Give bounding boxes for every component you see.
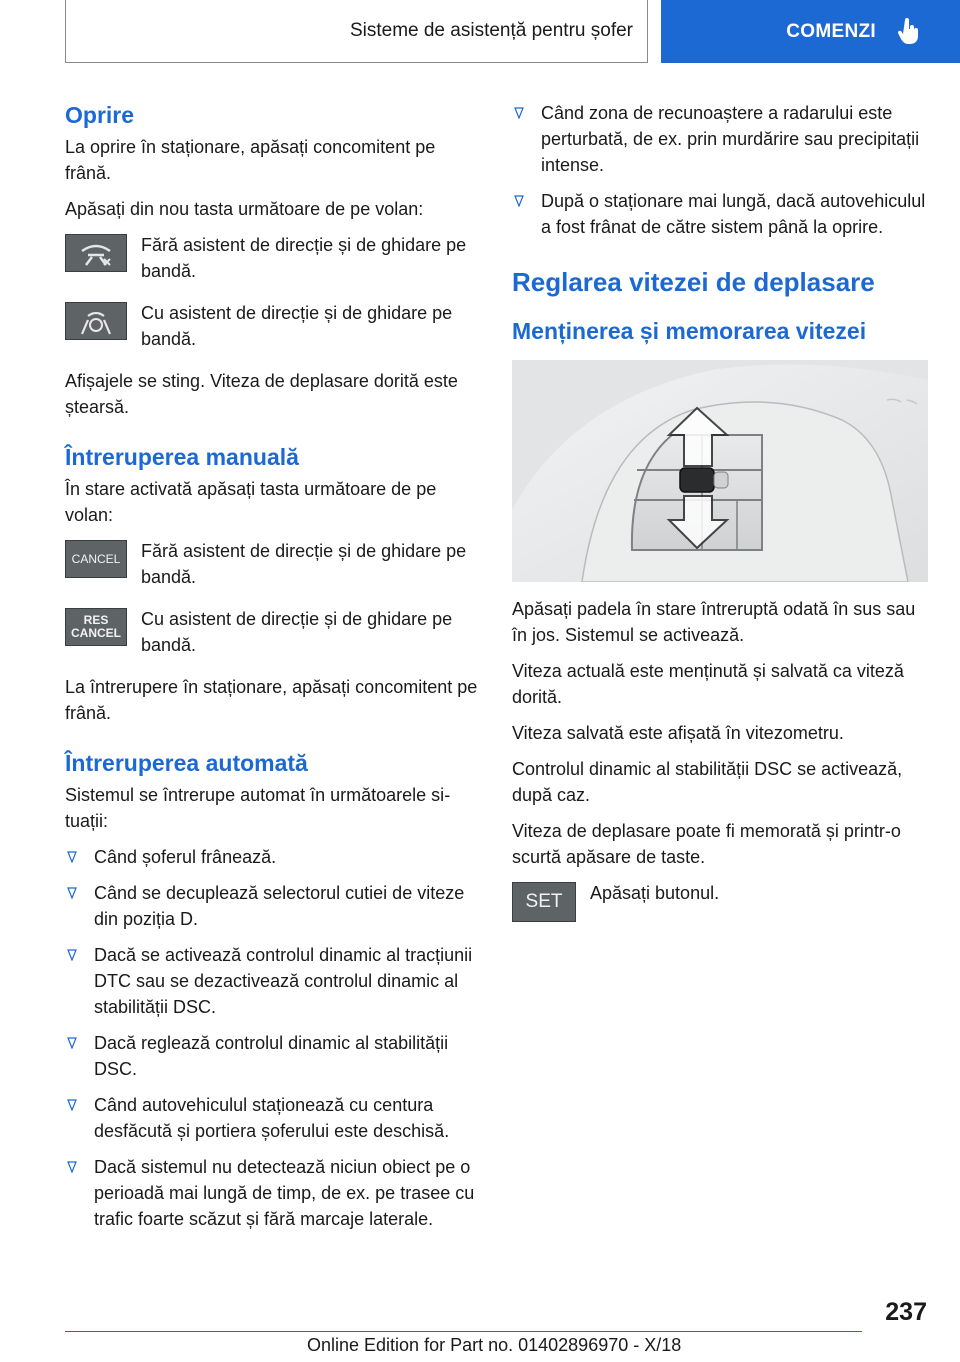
auto-interrupt-list xyxy=(65,844,483,1232)
triangle-bullet-icon xyxy=(67,851,77,863)
steering-wheel-controls-image xyxy=(512,360,928,582)
list-item: Dacă se activează controlul dinamic al tracțiunii DTC sau se dezactivează controlul dinamic al stabilității DSC. xyxy=(65,942,483,1020)
list-item: Dacă reglează controlul dinamic al stabilității DSC. xyxy=(65,1030,483,1082)
tab-label: COMENZI xyxy=(786,20,876,42)
section-title: Sisteme de asistență pentru șofer xyxy=(349,20,633,41)
icon-row xyxy=(65,232,483,284)
list-item: După o staționare mai lungă, dacă autovehiculul a fost frânat de către sistem până la oprire. xyxy=(512,188,930,240)
edition-note: Online Edition for Part no. 01402896970 - X/18 xyxy=(307,1335,682,1355)
icon-description: Cu asistent de direcție și de ghidare pe bandă. xyxy=(141,303,453,349)
heading-manual-interrupt: Întreruperea manuală xyxy=(65,444,299,470)
heading-hold-store-speed: Menținerea și memorarea vitezei xyxy=(512,318,867,344)
icon-description: Fără asistent de direcție și de ghidare pe bandă. xyxy=(141,235,467,281)
auto-interrupt-list-continued xyxy=(512,100,930,240)
res-cancel-button-icon xyxy=(65,608,127,646)
triangle-bullet-icon xyxy=(67,887,77,899)
icon-row xyxy=(65,606,483,658)
list-item: Când se decuplează selectorul cutiei de viteze din poziția D. xyxy=(65,880,483,932)
list-item: Când șoferul frânează. xyxy=(65,844,483,870)
steering-assist-on-button-icon xyxy=(65,302,127,340)
set-button-icon xyxy=(512,882,576,922)
left-column xyxy=(65,100,483,1242)
icon-description: Apăsați butonul. xyxy=(590,883,720,903)
triangle-bullet-icon xyxy=(67,1099,77,1111)
icon-row xyxy=(512,880,930,922)
heading-oprire: Oprire xyxy=(65,102,135,128)
paragraph: Viteza salvată este afișată în vitezometru. xyxy=(512,723,844,743)
list-item: Când autovehiculul staționează cu centura desfăcută și portiera șoferului este deschisă. xyxy=(65,1092,483,1144)
icon-row xyxy=(65,538,483,590)
cancel-label: CANCEL xyxy=(71,626,121,640)
icon-description: Cu asistent de direcție și de ghidare pe bandă. xyxy=(141,609,453,655)
cancel-label: CANCEL xyxy=(71,552,121,566)
heading-speed-control: Reglarea vitezei de deplasare xyxy=(512,267,875,297)
paragraph: Sistemul se întrerupe automat în următoarele situații: xyxy=(65,785,451,831)
list-item: Dacă sistemul nu detectează niciun obiect pe o perioadă mai lungă de timp, de ex. pe trasee cu trafic foarte scăzut și fără marcaje laterale. xyxy=(65,1154,483,1232)
triangle-bullet-icon xyxy=(514,195,524,207)
paragraph: În stare activată apăsați tasta următoare de pe volan: xyxy=(65,479,437,525)
icon-row xyxy=(65,300,483,352)
set-label: SET xyxy=(525,891,563,912)
tab-comenzi[interactable] xyxy=(661,0,960,63)
paragraph: La întrerupere în staționare, apăsați concomitent pe frână. xyxy=(65,677,478,723)
hand-pointer-icon xyxy=(898,18,920,46)
paragraph: Apăsați din nou tasta următoare de pe volan: xyxy=(65,199,424,219)
triangle-bullet-icon xyxy=(67,949,77,961)
paragraph: La oprire în staționare, apăsați concomitent pe frână. xyxy=(65,137,436,183)
right-column xyxy=(512,100,930,938)
paragraph: Afișajele se sting. Viteza de deplasare dorită este ștearsă. xyxy=(65,371,458,417)
paragraph: Viteza de deplasare poate fi memorată și printr-o scurtă apăsare de taste. xyxy=(512,821,901,867)
icon-description: Fără asistent de direcție și de ghidare pe bandă. xyxy=(141,541,467,587)
triangle-bullet-icon xyxy=(514,107,524,119)
paragraph: Viteza actuală este menținută și salvată ca viteză dorită. xyxy=(512,661,904,707)
paragraph: Apăsați padela în stare întreruptă odată în sus sau în jos. Sistemul se activează. xyxy=(512,599,916,645)
res-label: RES xyxy=(83,613,109,627)
steering-assist-off-button-icon xyxy=(65,234,127,272)
page-number: 237 xyxy=(885,1298,927,1326)
triangle-bullet-icon xyxy=(67,1161,77,1173)
triangle-bullet-icon xyxy=(67,1037,77,1049)
heading-auto-interrupt: Întreruperea automată xyxy=(65,750,308,776)
cancel-button-icon xyxy=(65,540,127,578)
paragraph: Controlul dinamic al stabilității DSC se activează, după caz. xyxy=(512,759,903,805)
footer-divider xyxy=(65,1331,862,1332)
list-item: Când zona de recunoaștere a radarului este perturbată, de ex. prin murdărire sau precipitații intense. xyxy=(512,100,930,178)
header-section-title xyxy=(65,0,648,63)
